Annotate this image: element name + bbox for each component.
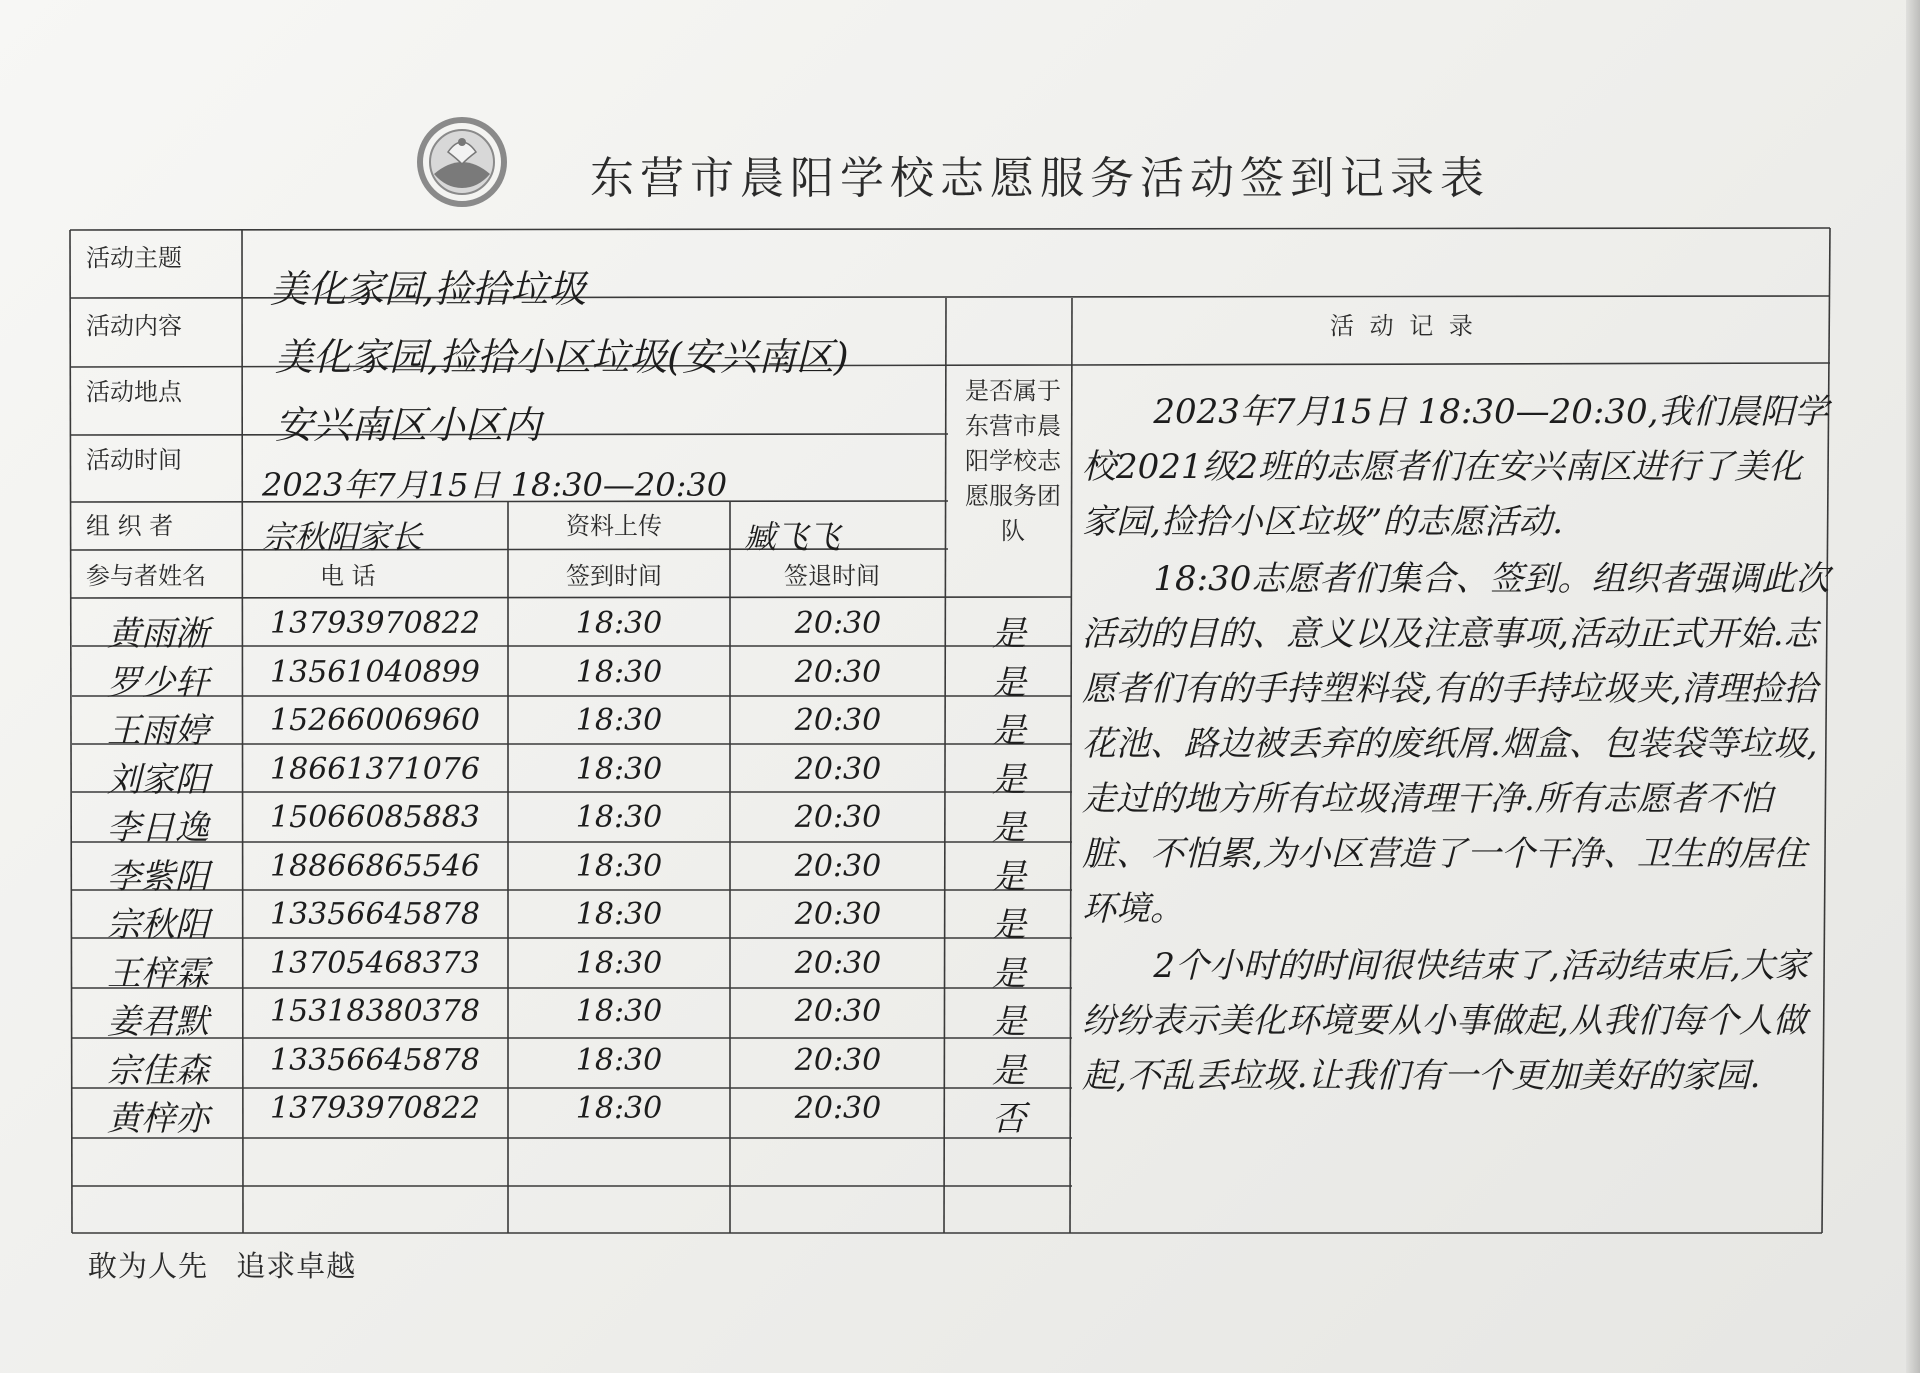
participant-signin-time: 18:30 [575, 800, 663, 835]
record-title: 活 动 记 录 [1330, 312, 1477, 340]
participant-team-flag: 是 [992, 857, 1026, 897]
content-label: 活动内容 [86, 312, 182, 340]
participant-name: 李日逸 [107, 808, 209, 848]
participant-name: 黄雨淅 [107, 614, 209, 654]
participant-signout-time: 20:30 [794, 655, 882, 690]
participant-team-flag: 是 [992, 905, 1026, 945]
participant-phone: 13793970822 [270, 1091, 480, 1126]
participant-signin-time: 18:30 [575, 1091, 663, 1126]
participant-signin-time: 18:30 [575, 655, 663, 690]
col-signin-header: 签到时间 [566, 562, 662, 590]
participant-name: 罗少轩 [107, 663, 209, 703]
participant-team-flag: 是 [992, 760, 1026, 800]
col-name-header: 参与者姓名 [86, 562, 206, 590]
col-signout-header: 签退时间 [784, 562, 880, 590]
upload-label: 资料上传 [566, 512, 662, 540]
content-value: 美化家园,捡拾小区垃圾(安兴南区) [275, 335, 849, 379]
participant-signin-time: 18:30 [575, 606, 663, 641]
participant-phone: 15318380378 [270, 994, 480, 1029]
participant-signout-time: 20:30 [794, 946, 882, 981]
participant-team-flag: 是 [992, 663, 1026, 703]
col-phone-header: 电 话 [320, 562, 376, 590]
record-paragraph-1: 2023年7月15日 18:30—20:30,我们晨阳学校2021级2班的志愿者们在安兴南区进行了美化家园,捡拾小区垃圾”的志愿活动. [1082, 392, 1829, 542]
participant-signin-time: 18:30 [575, 752, 663, 787]
participant-signout-time: 20:30 [794, 800, 882, 835]
time-value: 2023年7月15日 18:30—20:30 [262, 466, 728, 504]
theme-label: 活动主题 [86, 244, 182, 272]
participant-team-flag: 是 [992, 954, 1026, 994]
participant-signout-time: 20:30 [794, 897, 882, 932]
participant-phone: 13561040899 [270, 655, 480, 690]
participant-phone: 13705468373 [270, 946, 480, 981]
participant-team-flag: 是 [992, 711, 1026, 751]
record-paragraph-3: 2个小时的时间很快结束了,活动结束后,大家纷纷表示美化环境要从小事做起,从我们每个人做起,不乱丢垃圾.让我们有一个更加美好的家园. [1082, 946, 1809, 1096]
participant-signin-time: 18:30 [575, 1043, 663, 1078]
organizer-label: 组 织 者 [86, 512, 174, 540]
participant-phone: 13356645878 [270, 897, 480, 932]
activity-record [1082, 385, 1832, 1104]
participant-phone: 18866865546 [270, 849, 480, 884]
participant-phone: 13793970822 [270, 606, 480, 641]
participant-name: 王梓霖 [107, 954, 209, 994]
participant-team-flag: 是 [992, 808, 1026, 848]
organizer-value: 宗秋阳家长 [262, 518, 423, 556]
participant-signout-time: 20:30 [794, 1043, 882, 1078]
location-value: 安兴南区小区内 [275, 403, 542, 447]
participant-name: 李紫阳 [107, 857, 209, 897]
participant-signin-time: 18:30 [575, 897, 663, 932]
participant-signout-time: 20:30 [794, 994, 882, 1029]
participant-name: 刘家阳 [107, 760, 209, 800]
participant-name: 宗佳森 [107, 1051, 209, 1091]
participant-signout-time: 20:30 [794, 703, 882, 738]
team-header: 是否属于 东营市晨 阳学校志 愿服务团 队 [965, 377, 1061, 545]
participant-signout-time: 20:30 [794, 849, 882, 884]
participant-name: 黄梓亦 [107, 1099, 209, 1139]
record-paragraph-2: 18:30志愿者们集合、签到。组织者强调此次活动的目的、意义以及注意事项,活动正式开始.志愿者们有的手持塑料袋,有的手持垃圾夹,清理捡拾花池、路边被丢弃的废纸屑.烟盒、包装袋等垃圾,走过的地方所有垃圾清理干净.所有志愿者不怕脏、不怕累,为小区营造了一个干净、卫生的居住环境。 [1082, 559, 1830, 929]
participant-phone: 13356645878 [270, 1043, 480, 1078]
location-label: 活动地点 [86, 378, 182, 406]
participant-name: 宗秋阳 [107, 905, 209, 945]
participant-signout-time: 20:30 [794, 752, 882, 787]
participant-team-flag: 是 [992, 1002, 1026, 1042]
page-title: 东营市晨阳学校志愿服务活动签到记录表 [590, 153, 1490, 204]
participant-signout-time: 20:30 [794, 606, 882, 641]
participant-signin-time: 18:30 [575, 849, 663, 884]
participant-phone: 18661371076 [270, 752, 480, 787]
participant-team-flag: 是 [992, 1051, 1026, 1091]
time-label: 活动时间 [86, 446, 182, 474]
participant-name: 姜君默 [107, 1002, 209, 1042]
participant-signout-time: 20:30 [794, 1091, 882, 1126]
participant-signin-time: 18:30 [575, 994, 663, 1029]
participant-signin-time: 18:30 [575, 946, 663, 981]
participant-team-flag: 否 [992, 1099, 1026, 1139]
participant-name: 王雨婷 [107, 711, 209, 751]
upload-value: 臧飞飞 [744, 518, 841, 556]
school-motto: 敢为人先 追求卓越 [88, 1249, 357, 1283]
participant-signin-time: 18:30 [575, 703, 663, 738]
participant-phone: 15266006960 [270, 703, 480, 738]
participant-team-flag: 是 [992, 614, 1026, 654]
participant-phone: 15066085883 [270, 800, 480, 835]
theme-value: 美化家园,捡拾垃圾 [270, 267, 587, 311]
